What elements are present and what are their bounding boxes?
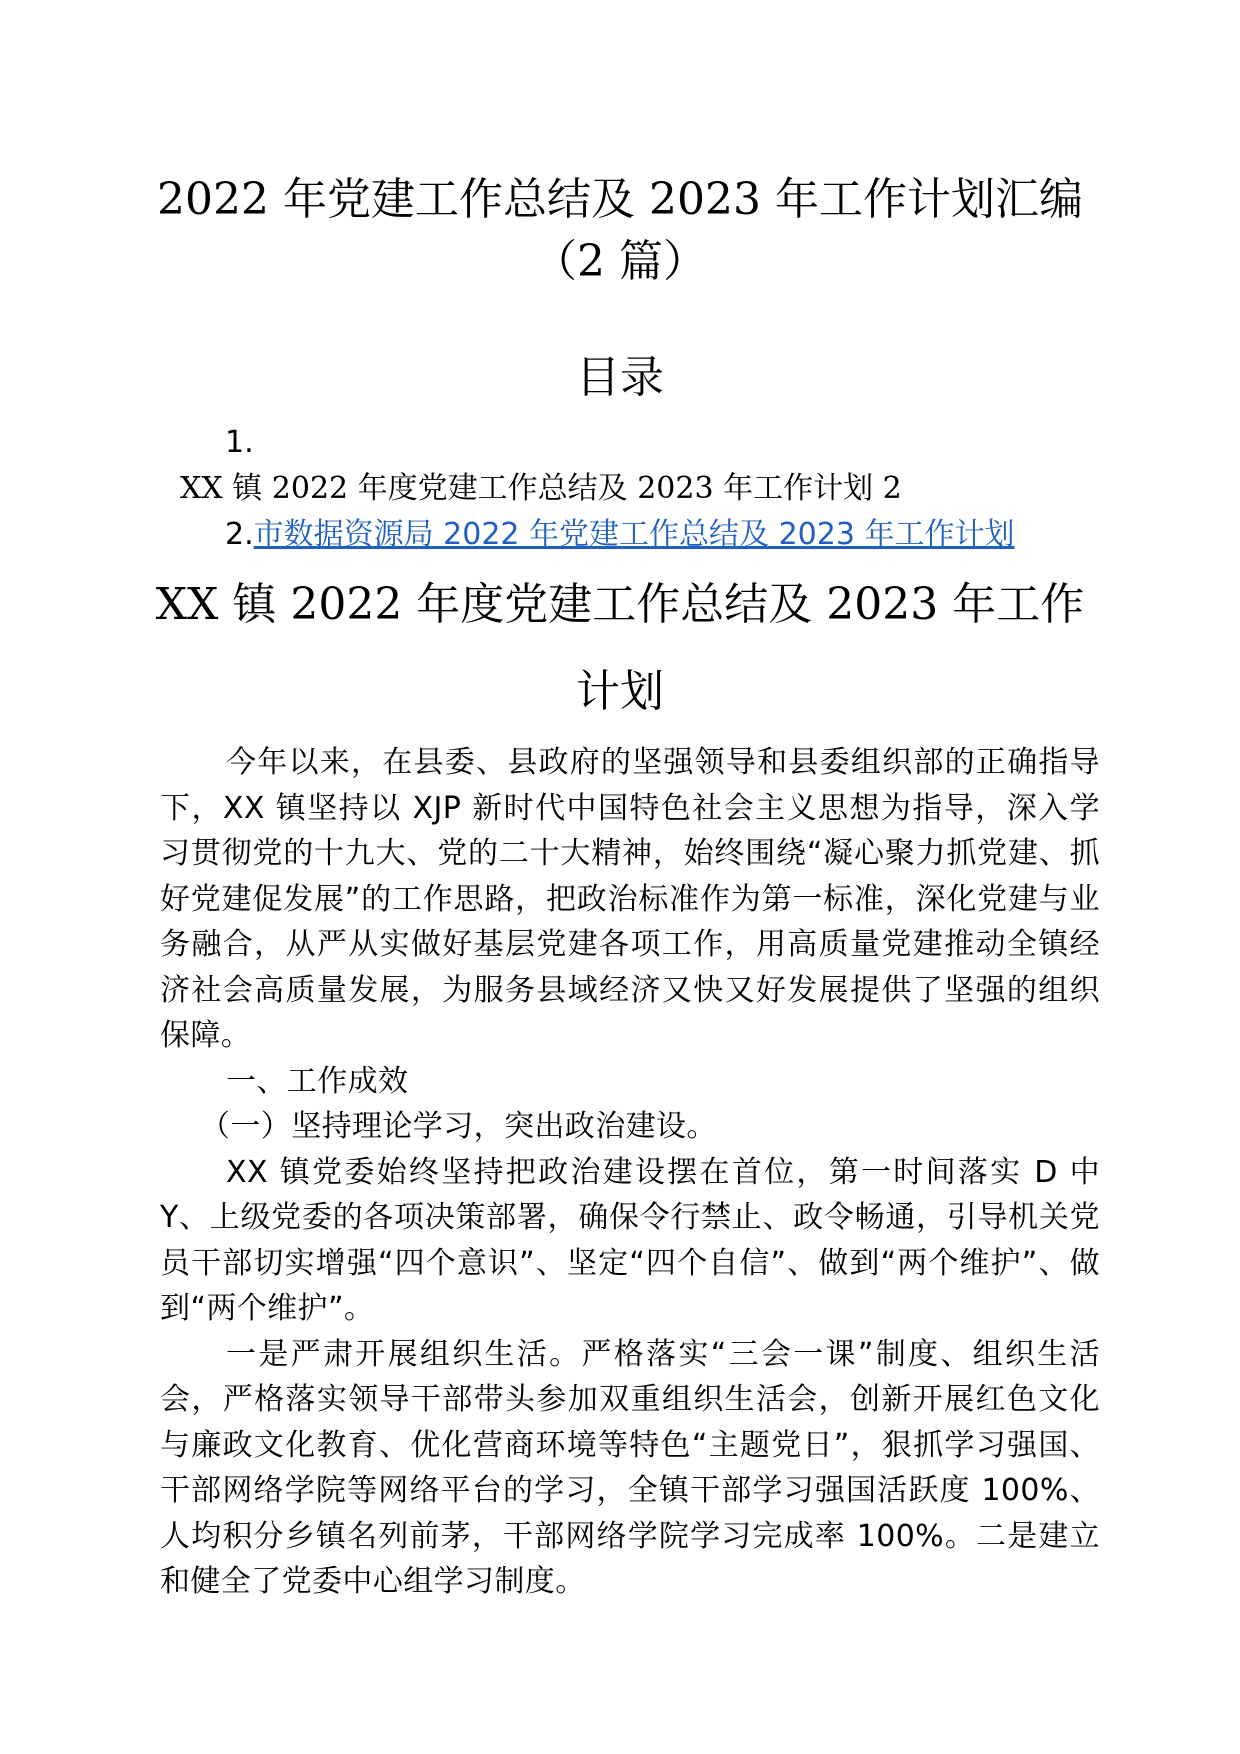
toc-number: 2. [225,517,254,552]
paragraph-political: XX 镇党委始终坚持把政治建设摆在首位，第一时间落实 D 中 Y、上级党委的各项决策部署，确保令行禁止、政令畅通，引导机关党员干部切实增强“四个意识”、坚定“四个自信”、做到“两个维护”、做到“两个维护”。 [160,1154,1100,1326]
toc-heading: 目录 [576,352,664,403]
document-title: 2022 年党建工作总结及 2023 年工作计划汇编 [157,174,1083,225]
article-title: XX 镇 2022 年度党建工作总结及 2023 年工作 [155,579,1085,630]
document-subtitle: （2 篇） [533,236,707,287]
toc-number: 1. [225,425,254,460]
article-title-line2: 计划 [576,666,664,717]
toc-item-2[interactable] [225,512,1014,558]
toc-item-1-text: XX 镇 2022 年度党建工作总结及 2023 年工作计划 2 [180,471,902,506]
paragraph-organization: 一是严肃开展组织生活。严格落实“三会一课”制度、组织生活会，严格落实领导干部带头参加双重组织生活会，创新开展红色文化与廉政文化教育、优化营商环境等特色“主题党日”，狠抓学习强国、干部网络学院等网络平台的学习，全镇干部学习强国活跃度 100%、人均积分乡镇名列前茅，干部网络学院学习完成率 100%。二是建立和健全了党委中心组学习制度。 [160,1336,1100,1599]
toc-item-1-number [225,420,254,466]
toc-item-2-link[interactable]: 市数据资源局 2022 年党建工作总结及 2023 年工作计划 [253,517,1015,552]
paragraph-intro: 今年以来，在县委、县政府的坚强领导和县委组织部的正确指导下，XX 镇坚持以 XJP 新时代中国特色社会主义思想为指导，深入学习贯彻党的十九大、党的二十大精神，始终围绕“凝心聚力抓党建、抓好党建促发展”的工作思路，把政治标准作为第一标准，深化党建与业务融合，从严从实做好基层党建各项工作，用高质量党建推动全镇经济社会高质量发展，为服务县域经济又快又好发展提供了坚强的组织保障。 [160,745,1100,1053]
article-body [160,740,1100,1605]
section-heading: 一、工作成效 [226,1063,409,1099]
toc-item-1[interactable] [180,466,902,512]
subsection-heading: （一）坚持理论学习，突出政治建设。 [200,1109,717,1144]
